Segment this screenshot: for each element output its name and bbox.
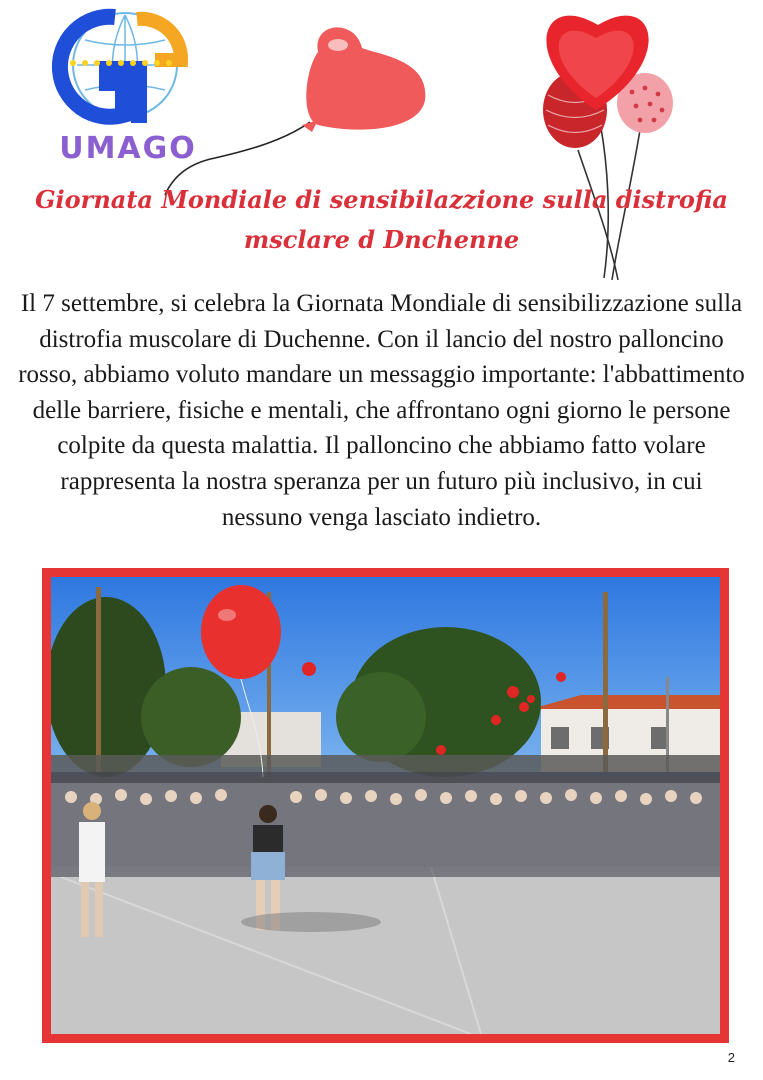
event-photo xyxy=(42,568,729,1043)
page-title: Giornata Mondiale di sensibilazzione sulla distrofia msclare d Dnchenne xyxy=(35,185,728,254)
page-number: 2 xyxy=(727,1050,735,1065)
body-paragraph: Il 7 settembre, si celebra la Giornata Mondiale di sensibilizzazione sulla distrofia muscolare di Duchenne. Con il lancio del nostro palloncino rosso, abbiamo voluto mandare un messaggio importante: l'abbattimento delle barriere, fisiche e mentali, che affrontano ogni giorno le persone colpite da questa malattia. Il palloncino che abbiamo fatto volare rappresenta la nostra speranza per un futuro più inclusivo, in cui nessuno venga lasciato indietro. xyxy=(18,290,745,531)
logo-text: UMAGO xyxy=(59,131,197,166)
balloon-launch-photo xyxy=(51,577,720,1034)
